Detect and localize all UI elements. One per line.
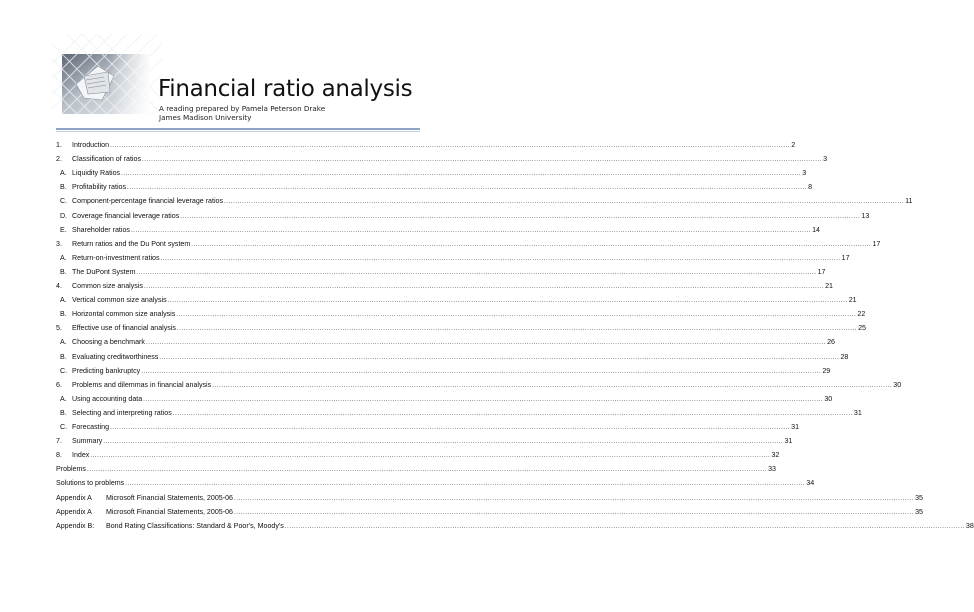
toc-entry-number: 7. (56, 437, 62, 446)
toc-dot-leader: ............................................................................................................................................................................................................................................................................................................ (224, 199, 905, 206)
toc-entry-label: Classification of ratios (72, 155, 141, 164)
toc-entry-page: 32 (771, 451, 780, 460)
toc-dot-leader: ............................................................................................................................................................................................................................................................................................................ (145, 340, 827, 347)
toc-entry-page: 3 (823, 155, 828, 164)
toc-entry-label: Return ratios and the Du Pont system (72, 239, 191, 248)
toc-entry[interactable] (56, 507, 923, 517)
toc-dot-leader: ............................................................................................................................................................................................................................................................................................................ (159, 354, 840, 361)
toc-entry-page: 38 (965, 521, 974, 530)
toc-entry-number: 6. (56, 380, 62, 389)
toc-entry-number: A. (60, 338, 67, 347)
toc-entry-number: B. (60, 267, 67, 276)
toc-entry-label: Common size analysis (72, 282, 143, 290)
toc-dot-leader: ............................................................................................................................................................................................................................................................................................................ (86, 467, 768, 474)
toc-entry[interactable] (56, 450, 780, 460)
header-photo (62, 54, 150, 114)
toc-entry-label: Forecasting (72, 423, 110, 431)
toc-entry-number: 1. (56, 141, 62, 149)
toc-entry-page: 22 (857, 310, 866, 319)
toc-entry[interactable] (56, 436, 793, 446)
toc-dot-leader: ............................................................................................................................................................................................................................................................................................................ (90, 453, 771, 460)
toc-entry-label: Evaluating creditworthiness (72, 352, 159, 361)
toc-entry-number: C. (60, 423, 68, 431)
toc-entry-page: 29 (822, 366, 831, 375)
toc-dot-leader: ............................................................................................................................................................................................................................................................................................................ (110, 425, 791, 431)
toc-entry[interactable] (56, 352, 849, 362)
toc-entry-number: B. (60, 408, 67, 417)
toc-entry[interactable] (56, 225, 820, 235)
toc-entry-label: Introduction (72, 141, 110, 149)
toc-entry[interactable] (56, 394, 833, 404)
toc-dot-leader: ............................................................................................................................................................................................................................................................................................................ (284, 523, 965, 530)
toc-entry-label: Horizontal common size analysis (72, 310, 176, 319)
toc-entry-number: 5. (56, 324, 62, 333)
author-credit (159, 104, 325, 122)
page-title: Financial ratio analysis (158, 76, 413, 102)
toc-entry-page: 25 (858, 324, 866, 333)
toc-entry-page: 8 (808, 183, 813, 192)
toc-entry-page: 35 (915, 507, 923, 516)
header-divider (56, 128, 420, 130)
toc-entry[interactable] (56, 211, 870, 221)
toc-entry[interactable] (56, 337, 835, 347)
toc-dot-leader: ............................................................................................................................................................................................................................................................................................................ (130, 227, 812, 234)
toc-dot-leader: ............................................................................................................................................................................................................................................................................................................ (176, 312, 857, 319)
toc-dot-leader: ............................................................................................................................................................................................................................................................................................................ (167, 298, 848, 305)
toc-entry-number: E. (60, 225, 67, 234)
toc-entry-number: 8. (56, 451, 62, 460)
toc-dot-leader: ............................................................................................................................................................................................................................................................................................................ (136, 269, 817, 276)
toc-entry-label: Component-percentage financial leverage ratios (72, 197, 224, 206)
toc-entry-page: 26 (827, 338, 835, 347)
toc-entry-label: Effective use of financial analysis (72, 324, 176, 333)
toc-entry-number: 4. (56, 282, 62, 290)
toc-entry-number: Appendix A (56, 507, 92, 516)
toc-dot-leader: ............................................................................................................................................................................................................................................................................................................ (191, 241, 872, 248)
toc-dot-leader: ............................................................................................................................................................................................................................................................................................................ (212, 382, 893, 389)
toc-entry-label: Microsoft Financial Statements, 2005-06 (106, 507, 233, 516)
toc-entry-number: B. (60, 352, 67, 361)
toc-dot-leader: ............................................................................................................................................................................................................................................................................................................ (143, 284, 825, 290)
toc-dot-leader: ............................................................................................................................................................................................................................................................................................................ (143, 396, 824, 403)
toc-entry[interactable] (56, 182, 813, 192)
toc-entry-label: Solutions to problems (56, 479, 125, 488)
toc-entry-label: Microsoft Financial Statements, 2005-06 (106, 493, 233, 502)
toc-entry[interactable] (56, 309, 866, 319)
toc-dot-leader: ............................................................................................................................................................................................................................................................................................................ (176, 326, 858, 333)
toc-entry-page: 2 (791, 141, 796, 149)
toc-entry-number: A. (60, 253, 67, 262)
toc-entry-number: A. (60, 169, 67, 178)
toc-entry-page: 21 (848, 296, 857, 305)
toc-entry-label: The DuPont System (72, 267, 136, 276)
toc-entry-number: B. (60, 310, 67, 319)
toc-entry-label: Liquidity Ratios (72, 169, 121, 178)
toc-entry-page: 14 (812, 225, 820, 234)
toc-entry[interactable] (56, 478, 815, 488)
toc-entry-number: A. (60, 296, 67, 305)
toc-entry-page: 33 (768, 465, 776, 474)
toc-entry-number: B. (60, 183, 67, 192)
toc-entry[interactable] (56, 408, 862, 418)
toc-entry-number: A. (60, 394, 67, 403)
toc-entry[interactable] (56, 422, 800, 432)
toc-entry-page: 13 (861, 211, 870, 220)
toc-entry-page: 31 (853, 408, 862, 417)
toc-entry[interactable] (56, 464, 776, 474)
toc-entry-label: Selecting and interpreting ratios (72, 408, 172, 417)
toc-dot-leader: ............................................................................................................................................................................................................................................................................................................ (141, 368, 822, 375)
chain-link-fence-image (62, 54, 150, 114)
toc-entry-number: Appendix B: (56, 521, 95, 530)
toc-entry[interactable] (56, 140, 796, 150)
toc-entry-number: 2. (56, 155, 62, 164)
toc-dot-leader: ............................................................................................................................................................................................................................................................................................................ (125, 481, 806, 488)
toc-entry-label: Shareholder ratios (72, 225, 130, 234)
toc-dot-leader: ............................................................................................................................................................................................................................................................................................................ (233, 495, 915, 502)
toc-entry-number: D. (60, 211, 68, 220)
toc-entry[interactable] (56, 295, 857, 305)
toc-entry-number: C. (60, 366, 68, 375)
toc-dot-leader: ............................................................................................................................................................................................................................................................................................................ (121, 171, 802, 178)
toc-entry-page: 17 (841, 253, 850, 262)
toc-entry-label: Predicting bankruptcy (72, 366, 141, 375)
toc-dot-leader: ............................................................................................................................................................................................................................................................................................................ (233, 509, 915, 516)
toc-entry-label: Return-on-investment ratios (72, 253, 160, 262)
toc-entry-label: Choosing a benchmark (72, 338, 145, 347)
toc-entry-number: C. (60, 197, 68, 206)
toc-entry-page: 31 (784, 437, 793, 446)
toc-entry-label: Summary (72, 437, 103, 446)
toc-entry-number: Appendix A (56, 493, 92, 502)
toc-entry-page: 31 (791, 423, 800, 431)
toc-entry-label: Problems (56, 465, 86, 474)
toc-entry-label: Bond Rating Classifications: Standard & Poor's, Moody's (106, 521, 284, 530)
toc-entry-label: Index (72, 451, 90, 460)
toc-entry-label: Using accounting data (72, 394, 143, 403)
institution-line: James Madison University (159, 113, 252, 122)
toc-entry-label: Coverage financial leverage ratios (72, 211, 180, 220)
toc-entry[interactable] (56, 154, 828, 164)
toc-entry[interactable] (56, 521, 974, 531)
toc-dot-leader: ............................................................................................................................................................................................................................................................................................................ (127, 185, 808, 192)
toc-entry[interactable] (56, 281, 833, 291)
toc-entry-label: Profitability ratios (72, 183, 127, 192)
toc-dot-leader: ............................................................................................................................................................................................................................................................................................................ (103, 439, 784, 446)
toc-entry-label: Problems and dilemmas in financial analysis (72, 380, 212, 389)
toc-entry[interactable] (56, 366, 831, 376)
toc-entry-number: 3. (56, 239, 62, 248)
toc-entry-page: 35 (915, 493, 923, 502)
toc-entry-page: 11 (905, 197, 913, 206)
toc-entry-page: 28 (840, 352, 849, 361)
toc-dot-leader: ............................................................................................................................................................................................................................................................................................................ (142, 157, 823, 164)
toc-dot-leader: ............................................................................................................................................................................................................................................................................................................ (110, 143, 791, 149)
toc-dot-leader: ............................................................................................................................................................................................................................................................................................................ (172, 410, 853, 417)
toc-entry[interactable] (56, 267, 826, 277)
toc-entry-page: 17 (872, 239, 881, 248)
toc-entry-label: Vertical common size analysis (72, 296, 167, 305)
toc-entry[interactable] (56, 380, 902, 390)
toc-entry-page: 34 (806, 479, 815, 488)
toc-entry[interactable] (56, 196, 913, 206)
header-divider-thin (56, 131, 420, 132)
toc-entry[interactable] (56, 323, 866, 333)
toc-entry-page: 30 (893, 380, 902, 389)
toc-dot-leader: ............................................................................................................................................................................................................................................................................................................ (160, 255, 841, 262)
toc-dot-leader: ............................................................................................................................................................................................................................................................................................................ (180, 213, 861, 220)
toc-entry-page: 21 (825, 282, 833, 290)
toc-entry[interactable] (56, 239, 881, 249)
toc-entry-page: 3 (802, 169, 807, 178)
author-line: A reading prepared by Pamela Peterson Drake (159, 104, 326, 113)
toc-entry[interactable] (56, 168, 807, 178)
toc-entry-page: 30 (824, 394, 833, 403)
toc-entry[interactable] (56, 253, 850, 263)
toc-entry[interactable] (56, 493, 923, 503)
toc-entry-page: 17 (817, 267, 826, 276)
